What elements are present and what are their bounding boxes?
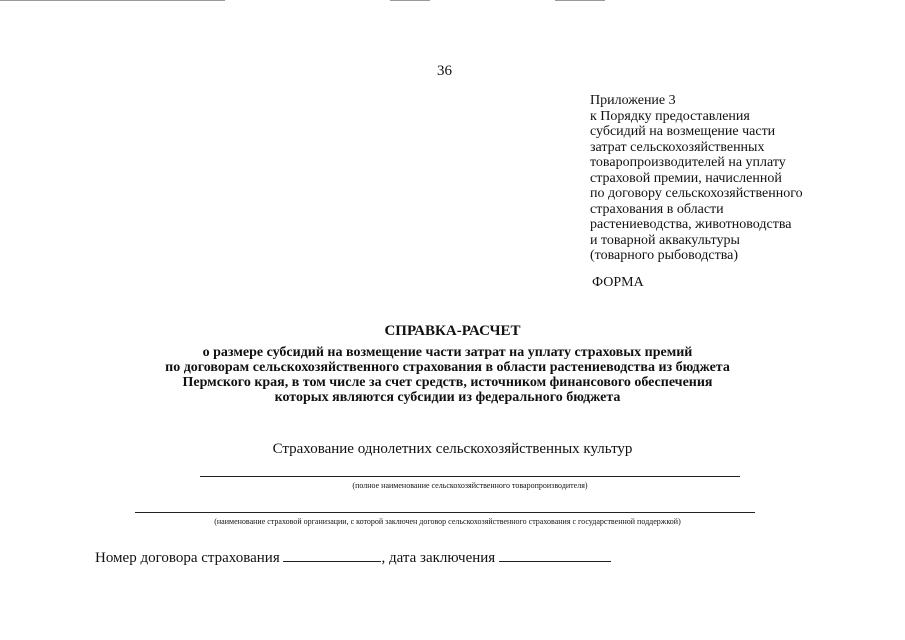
- insurer-name-line[interactable]: [135, 512, 755, 513]
- scan-edge-line: [555, 0, 605, 1]
- contract-number-field[interactable]: [283, 547, 381, 562]
- page-number: 36: [437, 63, 452, 79]
- contract-row: [95, 547, 611, 567]
- contract-date-label: , дата заключения: [381, 550, 496, 566]
- document-title: СПРАВКА-РАСЧЕТ: [384, 323, 521, 339]
- insurer-caption: (наименование страховой организации, с которой заключен договор сельскохозяйственного страхования с государственной поддержкой): [214, 517, 681, 526]
- scan-edge-line: [390, 0, 430, 1]
- contract-number-label: Номер договора страхования: [95, 550, 280, 566]
- insurance-type: Страхование однолетних сельскохозяйственных культур: [272, 441, 633, 457]
- producer-name-line[interactable]: [200, 476, 740, 477]
- contract-date-field[interactable]: [499, 547, 611, 562]
- scan-edge-line: [0, 0, 225, 1]
- appendix-note: Приложение 3 к Порядку предоставления субсидий на возмещение части затрат сельскохозяйственных товаропроизводителей на уплату страховой премии, начисленной по договору сельскохозяйственного страхования в области растениеводства, животноводства и товарной аквакультуры (товарного рыбоводства): [590, 93, 803, 263]
- document-subtitle: о размере субсидий на возмещение части затрат на уплату страховых премий по договорам сельскохозяйственного страхования в области растениеводства из бюджета Пермского края, в том числе за счет средств, источником финансового обеспечения которых являются субсидии из федерального бюджета: [165, 345, 730, 405]
- form-label: ФОРМА: [592, 275, 644, 290]
- producer-caption: (полное наименование сельскохозяйственного товаропроизводителя): [352, 481, 588, 490]
